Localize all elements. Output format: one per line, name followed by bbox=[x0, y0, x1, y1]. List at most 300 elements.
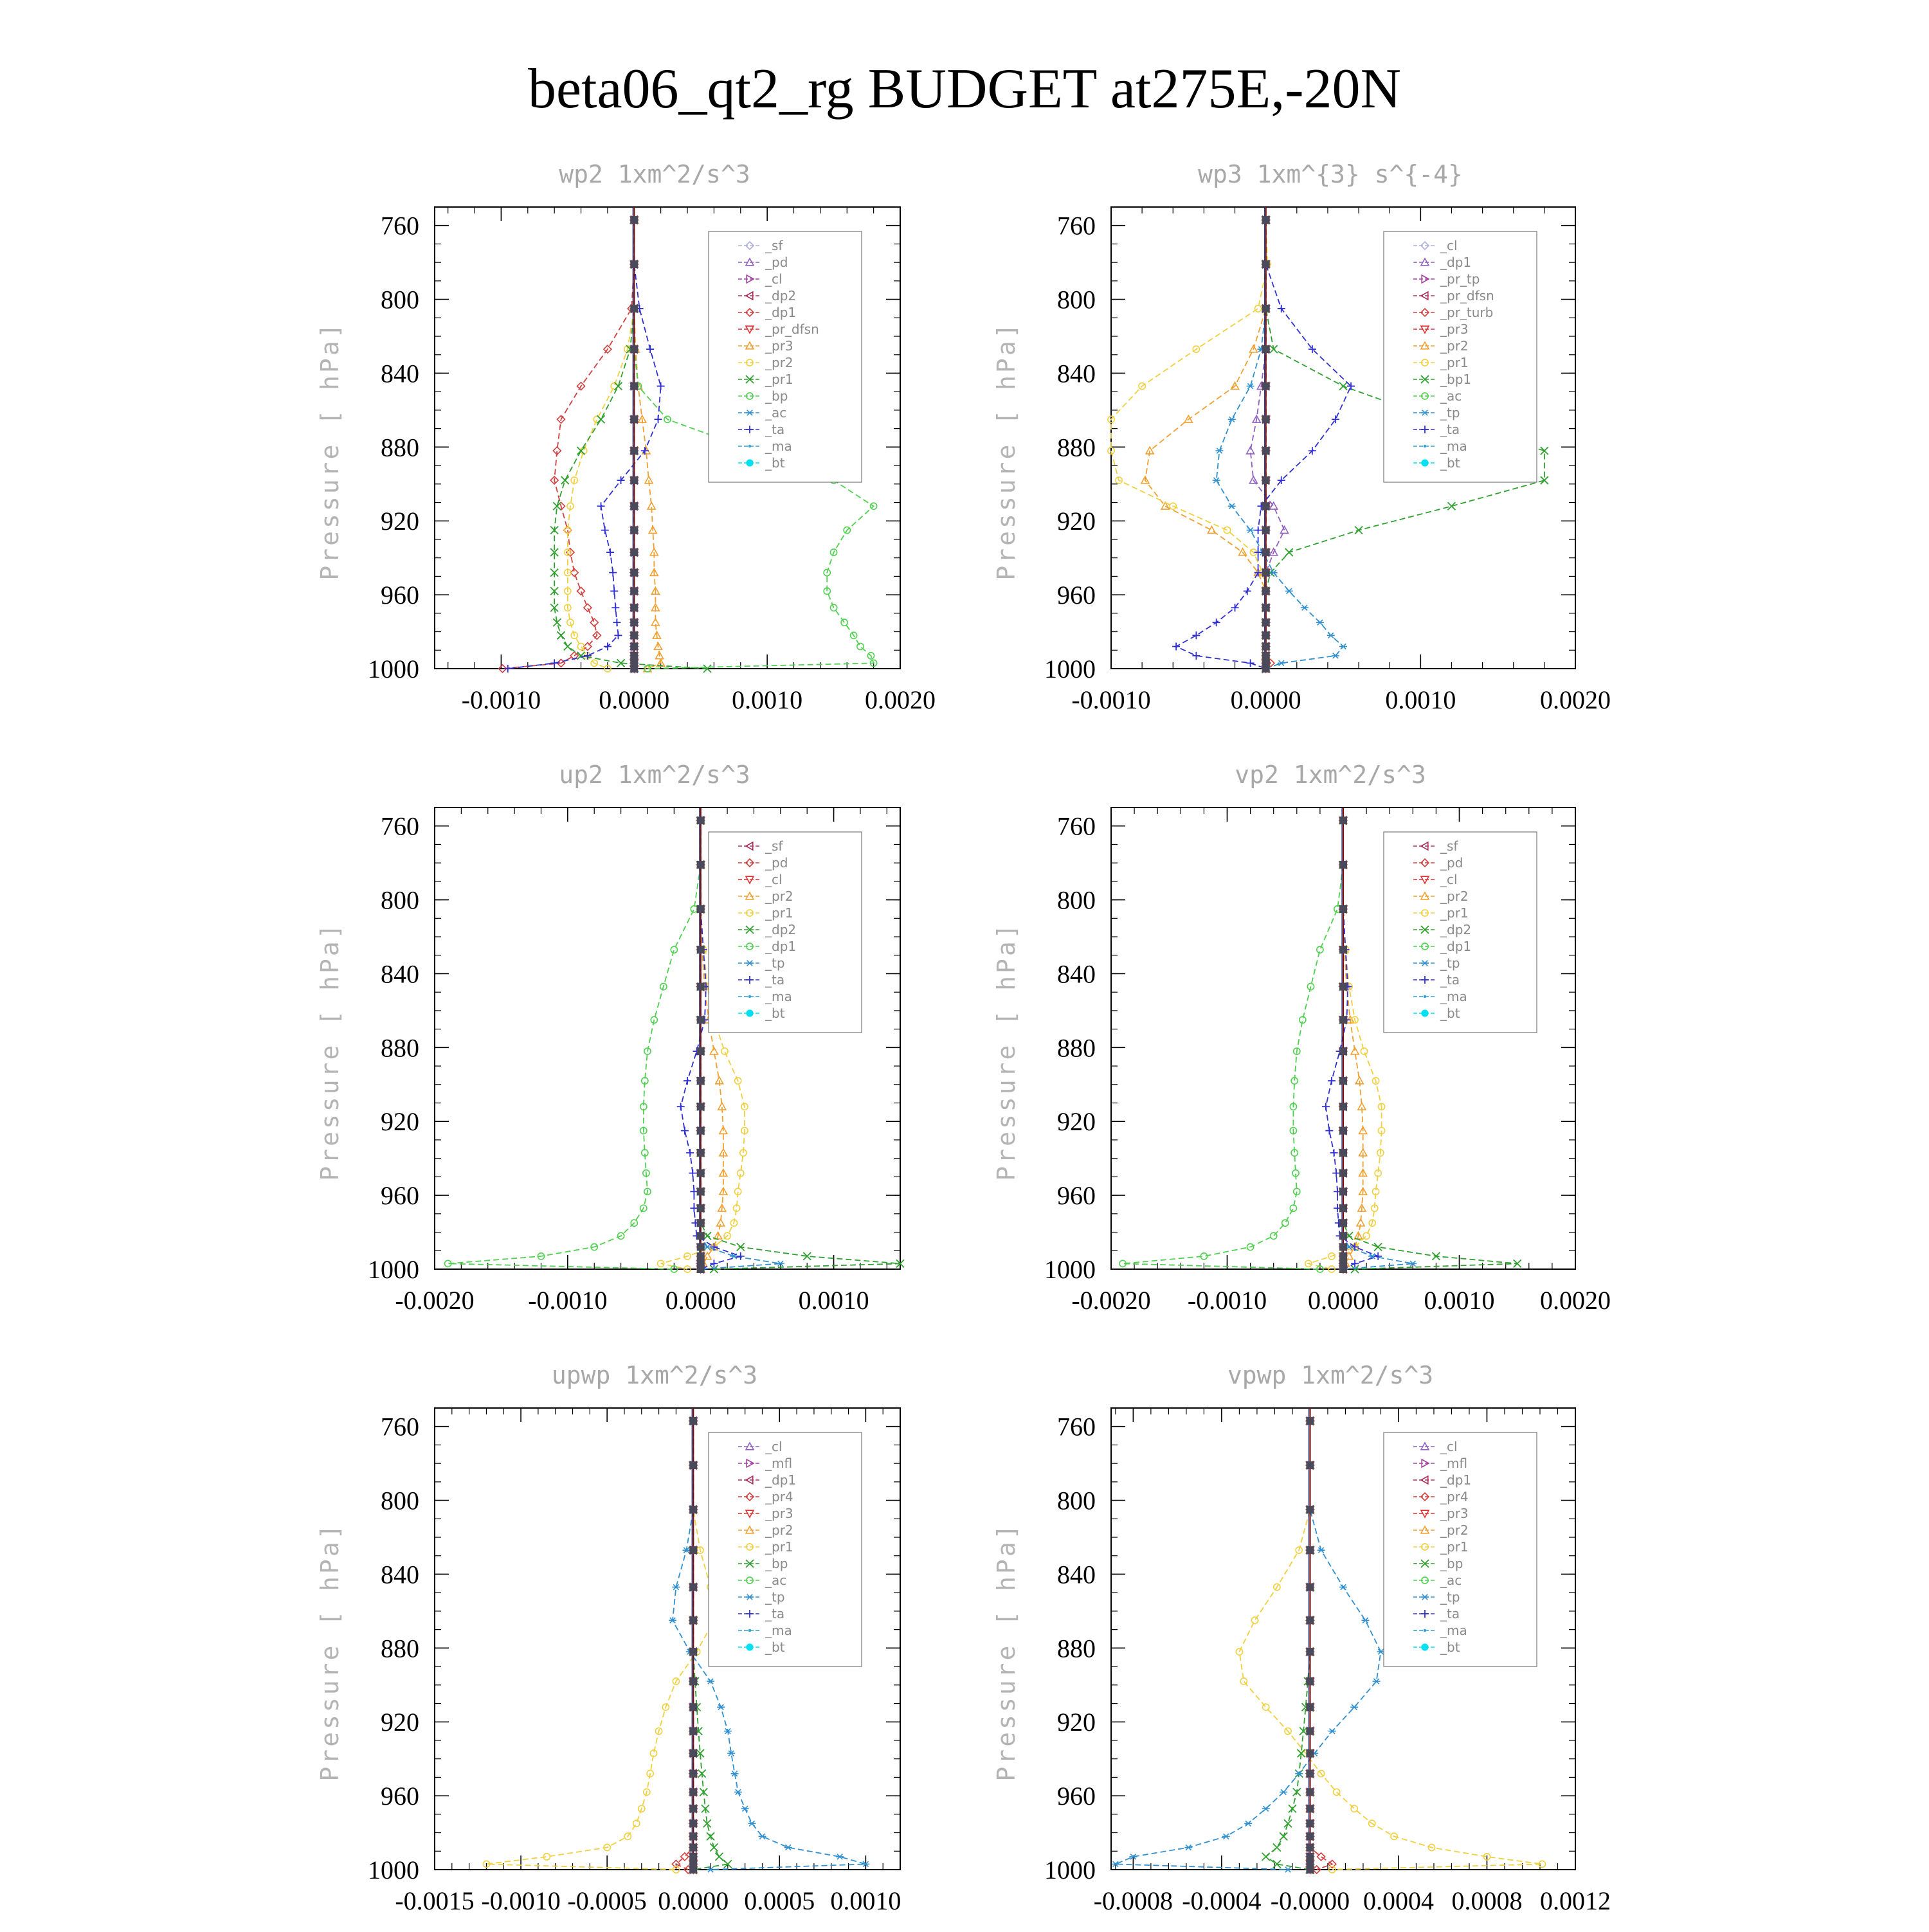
data-point bbox=[748, 1821, 756, 1826]
data-point bbox=[1240, 1678, 1247, 1684]
legend-label: _pd bbox=[765, 255, 788, 270]
legend-label: _pr3 bbox=[1440, 321, 1469, 337]
legend-label: _cl bbox=[1440, 872, 1458, 887]
legend-label: _ta bbox=[1440, 972, 1460, 988]
legend-label: _bt bbox=[765, 455, 785, 471]
legend-label: _pr1 bbox=[1440, 1539, 1469, 1555]
y-tick-label: 960 bbox=[381, 581, 419, 610]
bt-point bbox=[1306, 1677, 1314, 1685]
legend-label: _pr_turb bbox=[1440, 305, 1494, 320]
y-axis-label: Pressure [ hPa] bbox=[992, 921, 1020, 1181]
x-tick-label: 0.0000 bbox=[1230, 685, 1301, 714]
bt-point bbox=[1262, 260, 1270, 268]
data-point bbox=[1330, 1149, 1338, 1157]
legend bbox=[709, 832, 862, 1033]
data-point bbox=[717, 1704, 725, 1710]
data-point bbox=[609, 569, 617, 577]
data-point bbox=[707, 1832, 714, 1840]
data-point bbox=[611, 604, 619, 611]
y-tick-label: 1000 bbox=[1044, 1855, 1096, 1884]
data-point bbox=[504, 665, 512, 673]
data-point bbox=[710, 1047, 718, 1054]
data-point bbox=[681, 1127, 689, 1135]
bt-point bbox=[1339, 1077, 1347, 1085]
bt-point bbox=[697, 1204, 705, 1212]
panel-title: vp2 1xm^2/s^3 bbox=[1235, 761, 1426, 789]
data-point bbox=[737, 1252, 745, 1260]
x-tick-label: -0.0005 bbox=[567, 1886, 647, 1915]
data-point bbox=[1184, 1845, 1192, 1850]
legend-label: _bp1 bbox=[1440, 372, 1472, 387]
bt-point bbox=[697, 1016, 705, 1024]
x-tick-label: 0.0010 bbox=[1424, 1286, 1495, 1315]
y-axis-label: Pressure [ hPa] bbox=[316, 1522, 344, 1782]
legend bbox=[1384, 832, 1537, 1033]
data-point bbox=[633, 1820, 640, 1827]
legend-label: _ta bbox=[765, 1606, 785, 1621]
y-tick-label: 760 bbox=[1057, 211, 1096, 240]
bt-point bbox=[1339, 1169, 1347, 1177]
legend-label: _bt bbox=[1440, 1639, 1460, 1655]
bt-point bbox=[697, 1265, 705, 1273]
bt-point bbox=[630, 652, 638, 660]
bt-point bbox=[630, 548, 638, 556]
legend-label: _dp1 bbox=[765, 305, 797, 320]
series-pr1 bbox=[483, 1418, 717, 1873]
y-tick-label: 840 bbox=[381, 959, 419, 989]
bt-point bbox=[697, 946, 705, 953]
y-tick-label: 800 bbox=[1057, 285, 1096, 314]
legend-marker bbox=[1422, 1644, 1428, 1650]
bt-point bbox=[689, 1677, 697, 1685]
data-point bbox=[836, 1854, 844, 1859]
data-point bbox=[550, 659, 558, 667]
bt-point bbox=[630, 345, 638, 353]
data-point bbox=[610, 587, 618, 595]
data-point bbox=[710, 1844, 718, 1852]
bt-point bbox=[689, 1866, 697, 1873]
data-point bbox=[684, 1077, 691, 1085]
bt-point bbox=[689, 1770, 697, 1778]
series-dp1 bbox=[1247, 216, 1289, 672]
bt-point bbox=[630, 502, 638, 510]
legend bbox=[1384, 231, 1537, 482]
y-axis-label: Pressure [ hPa] bbox=[316, 921, 344, 1181]
legend-label: _cl bbox=[1440, 1439, 1458, 1454]
bt-point bbox=[689, 1461, 697, 1469]
data-point bbox=[1351, 1047, 1359, 1054]
series-line bbox=[1343, 820, 1363, 1269]
y-tick-label: 920 bbox=[381, 1708, 419, 1737]
legend-label: _pr_tp bbox=[1440, 271, 1480, 287]
bt-point bbox=[697, 1169, 705, 1177]
legend-label: _tp bbox=[765, 955, 785, 971]
bt-point bbox=[689, 1805, 697, 1812]
bt-point bbox=[1339, 1047, 1347, 1055]
data-point bbox=[1541, 476, 1548, 484]
x-tick-label: 0.0008 bbox=[1451, 1886, 1523, 1915]
data-point bbox=[721, 1048, 728, 1054]
x-tick-label: 0.0012 bbox=[1540, 1886, 1611, 1915]
x-tick-label: -0.0010 bbox=[461, 685, 541, 714]
data-point bbox=[1285, 548, 1293, 556]
data-point bbox=[1228, 417, 1236, 422]
bt-point bbox=[1339, 1204, 1347, 1212]
legend-label: _ta bbox=[1440, 1606, 1460, 1621]
legend-label: _bp bbox=[1440, 1556, 1463, 1571]
bt-point bbox=[1306, 1844, 1314, 1852]
panel-title: wp3 1xm^{3} s^{-4} bbox=[1198, 160, 1463, 188]
bt-point bbox=[689, 1832, 697, 1840]
legend-label: _pr1 bbox=[765, 905, 793, 921]
data-point bbox=[671, 946, 677, 953]
legend-label: _pr4 bbox=[765, 1489, 793, 1504]
y-tick-label: 840 bbox=[1057, 1560, 1096, 1589]
legend-marker bbox=[748, 445, 751, 447]
bt-point bbox=[697, 1047, 705, 1055]
series-ta bbox=[504, 216, 665, 673]
y-tick-label: 760 bbox=[1057, 1412, 1096, 1441]
x-tick-label: -0.0020 bbox=[1071, 1286, 1151, 1315]
bt-point bbox=[1262, 305, 1270, 312]
bt-point bbox=[1262, 652, 1270, 660]
data-point bbox=[1247, 527, 1254, 532]
bt-point bbox=[630, 665, 638, 673]
legend-marker bbox=[1422, 1010, 1428, 1016]
legend-label: _pr2 bbox=[765, 889, 793, 904]
bt-point bbox=[1306, 1417, 1314, 1425]
bt-point bbox=[1339, 1149, 1347, 1157]
y-tick-label: 760 bbox=[1057, 811, 1096, 841]
bt-point bbox=[697, 1232, 705, 1240]
data-point bbox=[734, 1789, 742, 1794]
data-point bbox=[1285, 588, 1293, 593]
y-tick-label: 1000 bbox=[368, 1855, 419, 1884]
legend-label: _ac bbox=[765, 405, 787, 420]
bt-point bbox=[1262, 569, 1270, 577]
series-line bbox=[554, 220, 707, 669]
data-point bbox=[1332, 1169, 1340, 1177]
legend-label: _pr3 bbox=[1440, 1506, 1469, 1521]
bt-point bbox=[1306, 1805, 1314, 1812]
legend-label: _bt bbox=[765, 1639, 785, 1655]
y-tick-label: 1000 bbox=[1044, 1255, 1096, 1284]
y-tick-label: 880 bbox=[381, 433, 419, 462]
legend-label: _ta bbox=[1440, 422, 1460, 437]
data-point bbox=[1541, 447, 1548, 455]
legend-label: _ac bbox=[765, 1573, 787, 1588]
data-point bbox=[577, 587, 585, 595]
plot-panel-3 bbox=[316, 761, 904, 1315]
series-line bbox=[448, 820, 701, 1269]
legend-label: _bt bbox=[1440, 1006, 1460, 1021]
bt-point bbox=[689, 1819, 697, 1827]
bt-point bbox=[689, 1546, 697, 1554]
bt-point bbox=[1306, 1866, 1314, 1873]
bt-point bbox=[689, 1417, 697, 1425]
legend-label: _ac bbox=[1440, 388, 1462, 404]
plot-panel-1 bbox=[316, 160, 936, 714]
bt-point bbox=[1306, 1703, 1314, 1711]
bt-point bbox=[1262, 447, 1270, 455]
y-tick-label: 1000 bbox=[368, 1255, 419, 1284]
series-line bbox=[1326, 820, 1378, 1269]
legend-label: _dp1 bbox=[1440, 1472, 1472, 1488]
bt-point bbox=[689, 1703, 697, 1711]
legend-label: _bp bbox=[765, 388, 788, 404]
legend-label: _pr_dfsn bbox=[765, 321, 819, 337]
legend-label: _bt bbox=[1440, 455, 1460, 471]
series-line bbox=[1123, 820, 1343, 1269]
data-point bbox=[1273, 1844, 1281, 1852]
bt-point bbox=[689, 1749, 697, 1757]
y-tick-label: 920 bbox=[1057, 507, 1096, 536]
y-tick-label: 880 bbox=[381, 1634, 419, 1663]
plot-panel-6 bbox=[992, 1361, 1611, 1915]
series-tp bbox=[1213, 217, 1347, 671]
bt-point bbox=[1306, 1832, 1314, 1840]
bt-point bbox=[689, 1853, 697, 1861]
y-axis-label: Pressure [ hPa] bbox=[992, 321, 1020, 581]
data-point bbox=[557, 631, 565, 639]
bt-point bbox=[689, 1584, 697, 1591]
data-point bbox=[1228, 503, 1236, 509]
data-point bbox=[1361, 1618, 1369, 1623]
data-point bbox=[1350, 1704, 1358, 1710]
legend-label: _pr4 bbox=[1440, 1489, 1469, 1504]
y-tick-label: 800 bbox=[381, 1486, 419, 1515]
bt-point bbox=[1262, 604, 1270, 611]
series-line bbox=[508, 220, 661, 669]
bt-point bbox=[1339, 1243, 1347, 1251]
bt-point bbox=[1306, 1819, 1314, 1827]
bt-point bbox=[1339, 861, 1347, 869]
data-point bbox=[1282, 1220, 1289, 1226]
y-tick-label: 840 bbox=[1057, 359, 1096, 388]
series-line bbox=[1251, 220, 1285, 669]
bt-point bbox=[697, 1187, 705, 1195]
x-tick-label: 0.0020 bbox=[865, 685, 936, 714]
data-point bbox=[1339, 383, 1347, 390]
series-line bbox=[676, 1421, 693, 1870]
data-point bbox=[584, 604, 592, 611]
legend-label: _pr2 bbox=[1440, 338, 1469, 354]
series-line bbox=[1116, 1421, 1381, 1870]
data-point bbox=[1339, 644, 1347, 649]
series-line bbox=[1145, 220, 1266, 669]
x-tick-label: -0.0010 bbox=[528, 1286, 608, 1315]
data-point bbox=[1351, 1805, 1357, 1812]
bt-point bbox=[697, 983, 705, 991]
y-tick-label: 880 bbox=[1057, 1634, 1096, 1663]
bt-point bbox=[1339, 983, 1347, 991]
bt-point bbox=[697, 817, 705, 824]
bt-point bbox=[1262, 476, 1270, 484]
y-tick-label: 960 bbox=[1057, 1181, 1096, 1211]
legend-label: _ta bbox=[765, 422, 785, 437]
x-tick-label: -0.0015 bbox=[395, 1886, 475, 1915]
x-tick-label: 0.0010 bbox=[1385, 685, 1456, 714]
figure-title: beta06_qt2_rg BUDGET at275E,-20N bbox=[527, 58, 1402, 120]
legend-label: _pr2 bbox=[1440, 1522, 1469, 1538]
bt-point bbox=[630, 216, 638, 224]
data-point bbox=[1373, 1679, 1381, 1684]
y-tick-label: 960 bbox=[1057, 1782, 1096, 1811]
data-point bbox=[1280, 1832, 1287, 1840]
legend-label: _pr1 bbox=[765, 372, 793, 387]
bt-point bbox=[1262, 216, 1270, 224]
data-point bbox=[1192, 652, 1200, 660]
bt-point bbox=[1339, 905, 1347, 913]
legend bbox=[709, 231, 862, 482]
data-point bbox=[597, 415, 605, 423]
x-tick-label: 0.0005 bbox=[744, 1886, 815, 1915]
bt-point bbox=[697, 1077, 705, 1085]
legend-label: _pd bbox=[765, 855, 788, 871]
data-point bbox=[1208, 527, 1215, 534]
bt-point bbox=[1306, 1728, 1314, 1735]
data-point bbox=[614, 383, 622, 390]
data-point bbox=[1327, 633, 1335, 638]
bt-point bbox=[1339, 1265, 1347, 1273]
y-tick-label: 880 bbox=[1057, 433, 1096, 462]
data-point bbox=[1254, 527, 1262, 534]
data-point bbox=[1278, 660, 1285, 665]
series-line bbox=[1266, 1421, 1310, 1870]
bt-point bbox=[630, 527, 638, 534]
bt-point bbox=[697, 1127, 705, 1135]
data-point bbox=[1322, 1103, 1330, 1110]
data-point bbox=[857, 643, 864, 649]
series-line bbox=[486, 1421, 714, 1870]
y-tick-label: 800 bbox=[1057, 885, 1096, 915]
bt-point bbox=[630, 618, 638, 626]
legend-label: _bp bbox=[765, 1556, 788, 1571]
legend-label: _ma bbox=[765, 438, 792, 454]
legend-marker bbox=[748, 1629, 751, 1632]
bt-point bbox=[697, 1149, 705, 1157]
data-point bbox=[758, 1834, 766, 1839]
bt-point bbox=[1306, 1506, 1314, 1513]
legend-label: _dp1 bbox=[765, 939, 797, 954]
bt-point bbox=[630, 415, 638, 423]
y-tick-label: 840 bbox=[1057, 959, 1096, 989]
x-tick-label: 0.0004 bbox=[1363, 1886, 1434, 1915]
legend-label: _pr2 bbox=[765, 355, 793, 370]
data-point bbox=[646, 345, 654, 353]
legend-label: _cl bbox=[765, 872, 783, 887]
legend-label: _tp bbox=[765, 1589, 785, 1605]
data-point bbox=[1328, 1077, 1336, 1085]
y-tick-label: 960 bbox=[1057, 581, 1096, 610]
y-tick-label: 960 bbox=[381, 1181, 419, 1211]
legend-label: _pr3 bbox=[765, 338, 793, 354]
data-point bbox=[1215, 448, 1223, 453]
legend-label: _cl bbox=[765, 271, 783, 287]
plot-panel-2 bbox=[992, 160, 1611, 714]
legend-label: _pr2 bbox=[1440, 889, 1469, 904]
data-point bbox=[1244, 587, 1251, 595]
data-point bbox=[584, 652, 592, 660]
bt-point bbox=[1339, 1252, 1347, 1260]
data-point bbox=[561, 476, 569, 484]
legend-label: _ma bbox=[765, 989, 792, 1004]
legend-label: _ma bbox=[1440, 438, 1467, 454]
data-point bbox=[655, 415, 662, 423]
x-tick-label: -0.0010 bbox=[481, 1886, 561, 1915]
y-tick-label: 920 bbox=[381, 507, 419, 536]
data-point bbox=[1213, 478, 1220, 483]
plot-panel-4 bbox=[992, 761, 1611, 1315]
data-point bbox=[841, 619, 847, 626]
series-line bbox=[1309, 820, 1382, 1269]
legend-label: _pr1 bbox=[765, 1539, 793, 1555]
legend-label: _tp bbox=[1440, 1589, 1460, 1605]
y-tick-label: 840 bbox=[381, 1560, 419, 1589]
legend bbox=[1384, 1432, 1537, 1666]
data-point bbox=[1374, 1252, 1382, 1260]
legend-label: _dp2 bbox=[765, 922, 797, 937]
y-tick-label: 840 bbox=[381, 359, 419, 388]
bt-point bbox=[1262, 631, 1270, 639]
series-dp1 bbox=[445, 817, 704, 1272]
bt-point bbox=[1262, 665, 1270, 673]
data-point bbox=[1247, 659, 1254, 667]
bt-point bbox=[1339, 946, 1347, 953]
legend-marker bbox=[1424, 995, 1426, 998]
bt-point bbox=[1306, 1853, 1314, 1861]
y-tick-label: 920 bbox=[381, 1107, 419, 1137]
legend-label: _ma bbox=[765, 1623, 792, 1638]
legend-label: _pr2 bbox=[765, 1522, 793, 1538]
data-point bbox=[1251, 1617, 1258, 1623]
legend-marker bbox=[1422, 460, 1428, 466]
data-point bbox=[1271, 1232, 1277, 1239]
legend-label: _pr1 bbox=[1440, 355, 1469, 370]
y-tick-label: 1000 bbox=[368, 655, 419, 683]
legend bbox=[709, 1432, 862, 1666]
bt-point bbox=[630, 383, 638, 390]
panel-title: vpwp 1xm^2/s^3 bbox=[1227, 1361, 1434, 1389]
series-line bbox=[1217, 220, 1343, 669]
bt-point bbox=[1339, 1016, 1347, 1024]
data-point bbox=[657, 383, 665, 390]
data-point bbox=[606, 548, 614, 556]
plot-panel-5 bbox=[316, 1361, 901, 1915]
x-tick-label: 0.0000 bbox=[665, 1286, 736, 1315]
series-ta bbox=[1322, 817, 1382, 1273]
bt-point bbox=[697, 1103, 705, 1110]
bt-point bbox=[630, 604, 638, 611]
series-pr1 bbox=[1108, 217, 1271, 672]
y-tick-label: 1000 bbox=[1044, 655, 1096, 683]
bt-point bbox=[630, 569, 638, 577]
data-point bbox=[1172, 643, 1180, 651]
legend-label: _pr3 bbox=[765, 1506, 793, 1521]
legend-label: _ma bbox=[1440, 1623, 1467, 1638]
bt-point bbox=[1262, 548, 1270, 556]
series-line bbox=[1111, 220, 1267, 669]
data-point bbox=[707, 1679, 714, 1684]
legend-label: _dp1 bbox=[1440, 939, 1472, 954]
y-tick-label: 920 bbox=[1057, 1107, 1096, 1137]
data-point bbox=[604, 643, 611, 651]
bt-point bbox=[1339, 1232, 1347, 1240]
legend-label: _ta bbox=[765, 972, 785, 988]
data-point bbox=[689, 1169, 696, 1177]
x-tick-label: 0.0010 bbox=[798, 1286, 869, 1315]
series-pr1 bbox=[1305, 817, 1385, 1272]
